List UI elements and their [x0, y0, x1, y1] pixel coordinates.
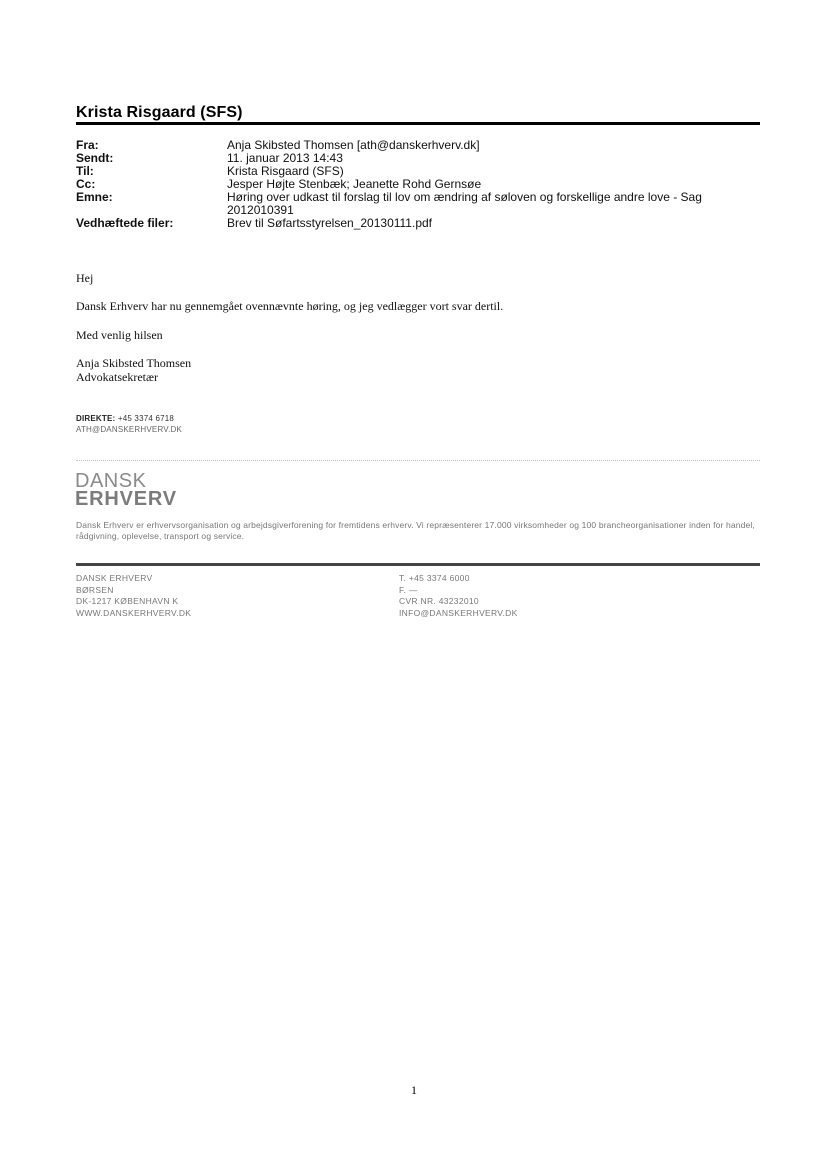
- footer-cvr: CVR NR. 43232010: [399, 596, 479, 606]
- footer-address: [76, 573, 191, 619]
- footer-org-name: DANSK ERHVERV: [76, 573, 153, 583]
- page-number: 1: [411, 1083, 417, 1097]
- direct-number: +45 3374 6718: [117, 414, 175, 423]
- cc-value: Jesper Højte Stenbæk; Jeanette Rohd Gernsøe: [227, 177, 482, 191]
- sent-value: 11. januar 2013 14:43: [227, 151, 343, 165]
- footer-phone: T. +45 3374 6000: [399, 573, 470, 583]
- header-row-sent: [76, 152, 766, 165]
- footer-fax: F. —: [399, 584, 418, 595]
- footer-website[interactable]: WWW.DANSKERHVERV.DK: [76, 607, 192, 618]
- dansk-erhverv-logo: [75, 472, 177, 508]
- header-row-attachments: [76, 217, 766, 230]
- recipient-heading: Krista Risgaard (SFS): [76, 104, 243, 121]
- logo-line-2: ERHVERV: [75, 488, 177, 510]
- footer-city: DK-1217 KØBENHAVN K: [76, 596, 179, 606]
- attachments-label: Vedhæftede filer:: [76, 216, 174, 230]
- heading-divider: [76, 122, 760, 125]
- signature-divider: [76, 460, 760, 461]
- email-header-fields: [76, 139, 766, 230]
- sent-label: Sendt:: [76, 151, 114, 165]
- direct-email[interactable]: ATH@DANSKERHVERV.DK: [76, 425, 183, 434]
- greeting-text: Hej: [76, 271, 94, 285]
- from-value: Anja Skibsted Thomsen [ath@danskerhverv.dk]: [227, 138, 480, 152]
- to-value: Krista Risgaard (SFS): [227, 164, 344, 178]
- cc-label: Cc:: [76, 177, 96, 191]
- signature-title: Advokatsekretær: [76, 370, 158, 384]
- header-row-from: [76, 139, 766, 152]
- direct-contact: [76, 413, 182, 435]
- to-label: Til:: [76, 164, 94, 178]
- signature-block: [76, 356, 191, 384]
- closing-text: Med venlig hilsen: [76, 328, 163, 342]
- from-label: Fra:: [76, 138, 99, 152]
- subject-label: Emne:: [76, 190, 113, 204]
- footer-contact: [399, 573, 518, 619]
- header-row-subject: [76, 191, 766, 217]
- attachment-filename[interactable]: Brev til Søfartsstyrelsen_20130111.pdf: [227, 216, 432, 230]
- subject-value: Høring over udkast til forslag til lov om ændring af søloven og forskellige andre love - Sag 2012010391: [227, 190, 702, 217]
- footer-divider: [76, 563, 760, 566]
- footer-street: BØRSEN: [76, 584, 114, 595]
- organisation-tagline: Dansk Erhverv er erhvervsorganisation og arbejdsgiverforening for fremtidens erhverv. Vi repræsenterer 17.000 virksomheder og 100 brancheorganisationer inden for handel, rådgivning, oplevelse, transport og service.: [76, 520, 755, 541]
- logo-line-1: DANSK: [75, 470, 147, 492]
- direct-label: DIREKTE:: [76, 414, 116, 423]
- direct-phone-line: [76, 413, 182, 424]
- footer-email[interactable]: INFO@DANSKERHVERV.DK: [399, 607, 518, 618]
- body-paragraph: Dansk Erhverv har nu gennemgået ovennævnte høring, og jeg vedlægger vort svar dertil.: [76, 299, 504, 313]
- signature-name: Anja Skibsted Thomsen: [76, 356, 192, 370]
